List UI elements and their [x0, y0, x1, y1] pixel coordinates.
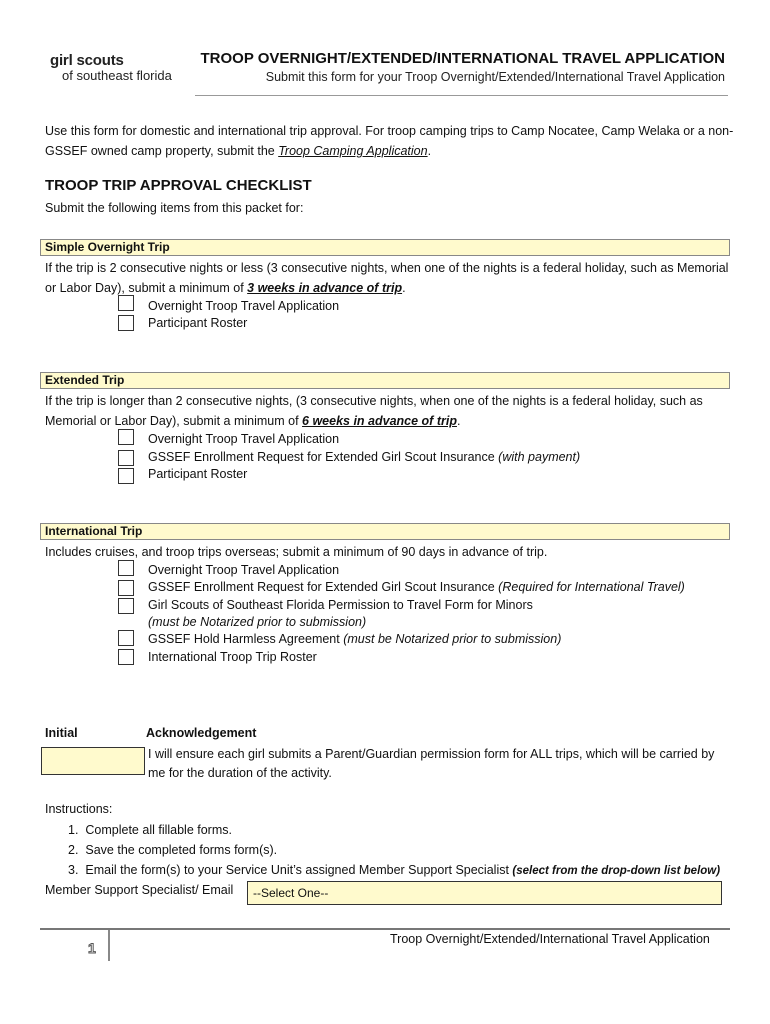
- header-divider: [195, 95, 728, 96]
- extended-description: If the trip is longer than 2 consecutive nights, (3 consecutive nights, when one of the nights is a federal holiday, such as Memorial or Labor Day), submit a minimum of 6 weeks in advance of trip.: [45, 394, 703, 428]
- checklist-item: GSSEF Hold Harmless Agreement (must be Notarized prior to submission): [148, 632, 562, 646]
- checklist-item: GSSEF Enrollment Request for Extended Girl Scout Insurance (Required for International Travel): [148, 580, 685, 594]
- checkbox-international-permission[interactable]: [118, 598, 134, 614]
- checkbox-overnight-roster[interactable]: [118, 315, 134, 331]
- instructions-label: Instructions:: [45, 802, 113, 816]
- checkbox-international-insurance[interactable]: [118, 580, 134, 596]
- checklist-item: GSSEF Enrollment Request for Extended Girl Scout Insurance (with payment): [148, 450, 581, 464]
- footer-divider: [40, 928, 730, 930]
- section-header-international: International Trip: [40, 523, 730, 540]
- checklist-item: Overnight Troop Travel Application: [148, 299, 340, 313]
- acknowledgement-label: Acknowledgement: [146, 726, 257, 740]
- checkbox-extended-insurance[interactable]: [118, 450, 134, 466]
- checkbox-extended-application[interactable]: [118, 429, 134, 445]
- intro-text-end: .: [427, 144, 432, 158]
- overnight-deadline: 3 weeks in advance of trip: [247, 281, 403, 295]
- page-title: TROOP OVERNIGHT/EXTENDED/INTERNATIONAL TRAVEL APPLICATION: [200, 50, 725, 67]
- acknowledgement-text: I will ensure each girl submits a Parent/Guardian permission form for ALL trips, which will be carried by me for the duration of the activity.: [148, 747, 715, 780]
- checkbox-international-hold-harmless[interactable]: [118, 630, 134, 646]
- page-number-divider: [108, 930, 110, 961]
- page-subtitle: Submit this form for your Troop Overnight/Extended/International Travel Application: [265, 70, 725, 84]
- logo-subtext: of southeast florida: [62, 68, 172, 83]
- extended-deadline: 6 weeks in advance of trip: [302, 414, 457, 428]
- checklist-item: Participant Roster: [148, 316, 248, 330]
- overnight-description: If the trip is 2 consecutive nights or less (3 consecutive nights, when one of the nights is a federal holiday, such as Memorial or Labor Day), submit a minimum of 3 weeks in advance of trip.: [45, 261, 729, 295]
- troop-camping-application-link[interactable]: Troop Camping Application: [278, 144, 428, 158]
- checkbox-international-application[interactable]: [118, 560, 134, 576]
- checklist-item: Overnight Troop Travel Application: [148, 432, 340, 446]
- checklist-item-note: (must be Notarized prior to submission): [148, 615, 367, 629]
- checkbox-overnight-application[interactable]: [118, 295, 134, 311]
- intro-text: Use this form for domestic and international trip approval. For troop camping trips to Camp Nocatee, Camp Welaka or a non-GSSEF owned camp property, submit the: [45, 124, 734, 158]
- footer-text: Troop Overnight/Extended/International Travel Application: [390, 932, 710, 946]
- intro-paragraph: [45, 121, 735, 161]
- specialist-select[interactable]: --Select One--: [247, 881, 722, 905]
- instruction-step: 1. Complete all fillable forms.: [68, 823, 232, 837]
- section-header-overnight: Simple Overnight Trip: [40, 239, 730, 256]
- section-header-extended: Extended Trip: [40, 372, 730, 389]
- checklist-item: Girl Scouts of Southeast Florida Permission to Travel Form for Minors: [148, 598, 533, 612]
- international-description: Includes cruises, and troop trips overseas; submit a minimum of 90 days in advance of trip.: [45, 545, 548, 559]
- instruction-step: 2. Save the completed forms form(s).: [68, 843, 278, 857]
- initial-input[interactable]: [41, 747, 145, 775]
- page-number: 1: [88, 940, 96, 956]
- checklist-heading: TROOP TRIP APPROVAL CHECKLIST: [45, 177, 312, 194]
- initial-label: Initial: [45, 726, 78, 740]
- checklist-item: Overnight Troop Travel Application: [148, 563, 340, 577]
- checklist-item: International Troop Trip Roster: [148, 650, 317, 664]
- instruction-step: 3. Email the form(s) to your Service Unit’s assigned Member Support Specialist (select from the drop-down list below): [68, 863, 721, 877]
- specialist-label: Member Support Specialist/ Email: [45, 883, 234, 897]
- checklist-item: Participant Roster: [148, 467, 248, 481]
- checkbox-extended-roster[interactable]: [118, 468, 134, 484]
- checklist-subheading: Submit the following items from this packet for:: [45, 201, 304, 215]
- checkbox-international-roster[interactable]: [118, 649, 134, 665]
- logo-text: girl scouts: [50, 52, 124, 69]
